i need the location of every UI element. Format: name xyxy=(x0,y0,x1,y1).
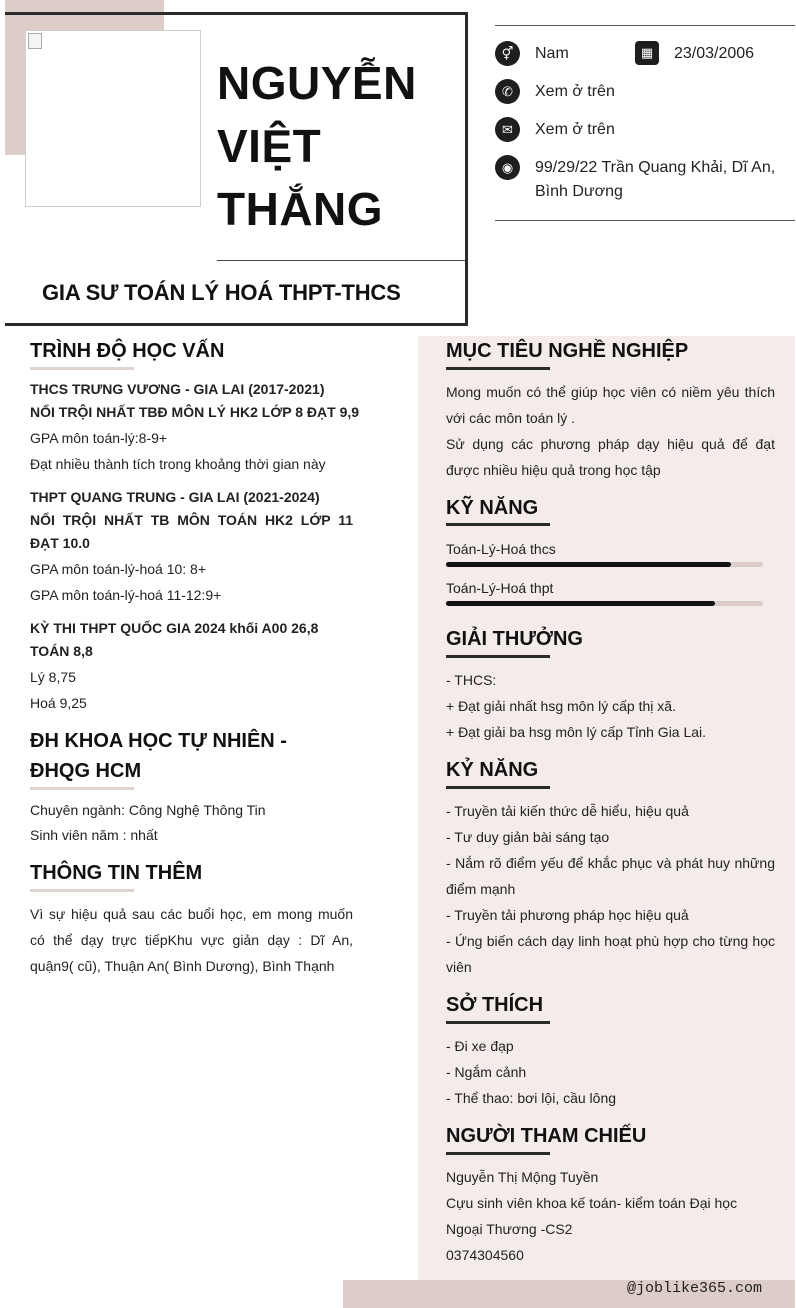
skills-title: KỸ NĂNG xyxy=(446,497,539,519)
education-title: TRÌNH ĐỘ HỌC VẤN xyxy=(30,340,225,362)
university-title: ĐH KHOA HỌC TỰ NHIÊN - ĐHQG HCM xyxy=(30,730,287,782)
skill-label: Toán-Lý-Hoá thpt xyxy=(446,580,554,596)
school-detail: Đạt nhiều thành tích trong khoảng thời gian này xyxy=(30,456,326,472)
section-underline xyxy=(30,889,134,892)
name-line: THẮNG xyxy=(217,183,384,235)
contact-phone[interactable] xyxy=(495,80,615,104)
skill-bar-fill xyxy=(446,562,731,567)
school-note: NỔI TRỘI NHẤT TBĐ MÔN LÝ HK2 LỚP 8 ĐẠT 9,9 xyxy=(30,404,360,420)
name-line: NGUYỄN xyxy=(217,57,417,109)
calendar-icon: ▦ xyxy=(635,41,659,65)
name-line: VIỆT xyxy=(217,120,322,172)
school-detail: GPA môn toán-lý-hoá 11-12:9+ xyxy=(30,587,222,603)
divider xyxy=(495,220,795,221)
section-underline xyxy=(446,655,550,658)
gender-text: Nam xyxy=(535,45,569,62)
award-line: - THCS: xyxy=(446,672,497,688)
reference-name: Nguyễn Thị Mộng Tuyền xyxy=(446,1169,599,1185)
avatar xyxy=(25,30,201,207)
university-detail: Sinh viên năm : nhất xyxy=(30,827,158,843)
contact-email[interactable] xyxy=(495,118,615,142)
hobby-line: - Thể thao: bơi lội, cầu lông xyxy=(446,1090,617,1106)
school-name: THPT QUANG TRUNG - GIA LAI (2021-2024) xyxy=(30,489,320,505)
soft-skill-line: - Truyền tải kiến thức dễ hiểu, hiệu quả xyxy=(446,803,689,819)
awards-title: GIẢI THƯỞNG xyxy=(446,628,583,650)
reference-role: Cựu sinh viên khoa kế toán- kiểm toán Đại học Ngoại Thương -CS2 xyxy=(446,1195,738,1237)
skill-bar-fill xyxy=(446,601,715,606)
university-detail: Chuyên ngành: Công Nghệ Thông Tin xyxy=(30,802,266,818)
reference-title: NGƯỜI THAM CHIẾU xyxy=(446,1125,647,1147)
gender-icon: ⚥ xyxy=(495,41,520,66)
soft-skill-line: - Nắm rõ điểm yếu để khắc phục và phát huy những điểm mạnh xyxy=(446,855,775,897)
objective-title: MỤC TIÊU NGHỀ NGHIỆP xyxy=(446,340,689,362)
objective-text: Sử dụng các phương pháp dạy hiệu quả để đạt được nhiều hiệu quả trong học tập xyxy=(446,436,775,478)
divider xyxy=(495,25,795,26)
watermark: @joblike365.com xyxy=(626,1280,762,1297)
location-icon: ◉ xyxy=(495,155,520,180)
job-title: GIA SƯ TOÁN LÝ HOÁ THPT-THCS xyxy=(42,280,401,305)
exam-result: KỲ THI THPT QUỐC GIA 2024 khối A00 26,8 TOÁN 8,8 xyxy=(30,620,319,659)
reference-phone: 0374304560 xyxy=(446,1247,524,1263)
section-underline xyxy=(446,786,550,789)
section-underline xyxy=(446,1152,550,1155)
divider xyxy=(217,260,465,261)
award-line: + Đạt giải nhất hsg môn lý cấp thị xã. xyxy=(446,698,676,714)
section-underline xyxy=(30,367,134,370)
objective-text: Mong muốn có thể giúp học viên có niềm yêu thích với các môn toán lý . xyxy=(446,384,775,426)
award-line: + Đạt giải ba hsg môn lý cấp Tỉnh Gia Lai. xyxy=(446,724,707,740)
soft-skill-line: - Tư duy giản bài sáng tạo xyxy=(446,829,610,845)
school-detail: GPA môn toán-lý:8-9+ xyxy=(30,430,168,446)
contact-birthday xyxy=(635,42,754,66)
contact-gender xyxy=(495,42,569,66)
soft-skills-title: KỶ NĂNG xyxy=(446,759,539,781)
skill-label: Toán-Lý-Hoá thcs xyxy=(446,541,556,557)
phone-text: Xem ở trên xyxy=(535,83,615,100)
skill-bar xyxy=(446,601,763,606)
email-text: Xem ở trên xyxy=(535,121,615,138)
more-info-text: Vì sự hiệu quả sau các buổi học, em mong muốn có thể dạy trực tiếpKhu vực giản dạy : Dĩ An, quận9( cũ), Thuận An( Bình Dương), Bình Thạnh xyxy=(30,906,353,974)
email-icon: ✉ xyxy=(495,117,520,142)
section-underline xyxy=(30,787,134,790)
exam-detail: Hoá 9,25 xyxy=(30,695,87,711)
candidate-name xyxy=(217,52,457,241)
address-text: 99/29/22 Trần Quang Khải, Dĩ An, Bình Dương xyxy=(535,159,776,200)
phone-icon: ✆ xyxy=(495,79,520,104)
soft-skill-line: - Ứng biến cách dạy linh hoạt phù hợp cho từng học viên xyxy=(446,933,775,975)
section-underline xyxy=(446,1021,550,1024)
exam-detail: Lý 8,75 xyxy=(30,669,76,685)
school-note: NỔI TRỘI NHẤT TB MÔN TOÁN HK2 LỚP 11 ĐẠT 10.0 xyxy=(30,512,353,551)
skill-bar xyxy=(446,562,763,567)
broken-image-icon xyxy=(28,33,42,49)
hobby-line: - Ngắm cảnh xyxy=(446,1064,527,1080)
hobbies-title: SỞ THÍCH xyxy=(446,994,544,1016)
section-underline xyxy=(446,523,550,526)
soft-skill-line: - Truyền tải phương pháp học hiệu quả xyxy=(446,907,689,923)
contact-address xyxy=(495,156,790,204)
more-info-title: THÔNG TIN THÊM xyxy=(30,862,203,884)
school-name: THCS TRƯNG VƯƠNG - GIA LAI (2017-2021) xyxy=(30,381,325,397)
section-underline xyxy=(446,367,550,370)
hobby-line: - Đi xe đạp xyxy=(446,1038,514,1054)
school-detail: GPA môn toán-lý-hoá 10: 8+ xyxy=(30,561,207,577)
birthday-text: 23/03/2006 xyxy=(674,45,755,62)
